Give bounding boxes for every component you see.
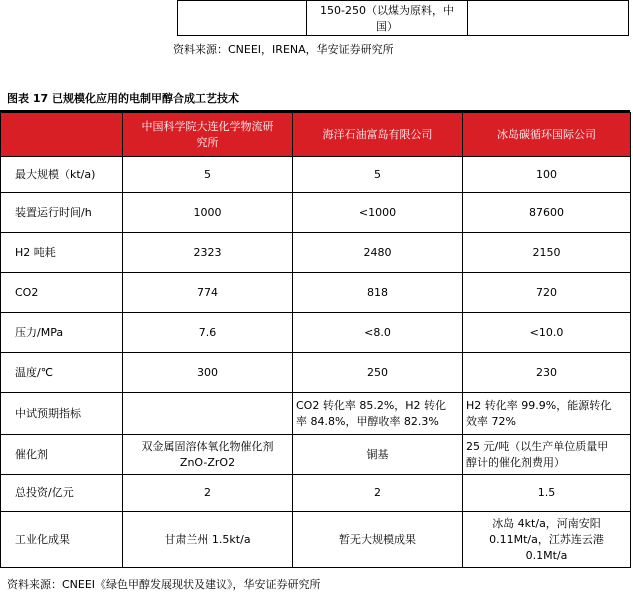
table-cell: 87600	[463, 193, 631, 233]
industrial-cri-line-3: 0.1Mt/a	[525, 548, 568, 562]
top-table-cell-empty-2	[468, 1, 629, 36]
row-label: 中试预期指标	[1, 393, 123, 435]
catalyst-dicp-line-2: ZnO-ZrO2	[179, 455, 236, 469]
row-label: 压力/MPa	[1, 313, 123, 353]
header-dicp-line-1: 中国科学院大连化学物流研	[141, 119, 274, 133]
table-cell: 1000	[123, 193, 293, 233]
top-cell-line-1: 150-250（以煤为原料，中	[320, 4, 454, 17]
header-cell-empty	[1, 113, 123, 157]
methanol-tech-table	[0, 112, 631, 568]
table-cell: <8.0	[293, 313, 463, 353]
top-table-cell-empty-1	[178, 1, 307, 36]
table-cell: 5	[293, 157, 463, 193]
row-label: 工业化成果	[1, 512, 123, 568]
pilot-cnooc-line-1: CO2 转化率 85.2%，H2 转化	[296, 398, 447, 412]
row-label: CO2	[1, 273, 123, 313]
table-row	[1, 273, 631, 313]
table-cell: 2	[123, 475, 293, 512]
table-cell: 1.5	[463, 475, 631, 512]
table-cell: 2323	[123, 233, 293, 273]
header-dicp	[123, 113, 293, 157]
row-label: 最大规模（kt/a)	[1, 157, 123, 193]
catalyst-cri-line-1: 25 元/吨（以生产单位质量甲	[466, 439, 609, 453]
table-row-industrial	[1, 512, 631, 568]
header-row	[1, 113, 631, 157]
table-cell: 720	[463, 273, 631, 313]
table-cell: <1000	[293, 193, 463, 233]
table-row	[1, 233, 631, 273]
table-row	[1, 313, 631, 353]
pilot-cri-line-1: H2 转化率 99.9%，能源转化	[466, 398, 612, 412]
table-row	[1, 157, 631, 193]
table-cell: 774	[123, 273, 293, 313]
table-cell	[123, 393, 293, 435]
industrial-cri-line-1: 冰岛 4kt/a，河南安阳	[492, 516, 601, 530]
header-dicp-line-2: 究所	[196, 135, 219, 149]
table-cell: 2480	[293, 233, 463, 273]
catalyst-cri-line-2: 醇计的催化剂费用）	[466, 455, 565, 469]
table-cell: 818	[293, 273, 463, 313]
row-label: H2 吨耗	[1, 233, 123, 273]
header-cri: 冰岛碳循环国际公司	[463, 113, 631, 157]
table-cell: 230	[463, 353, 631, 393]
top-source-note: 资料来源：CNEEI，IRENA，华安证券研究所	[173, 43, 394, 56]
table-cell: 300	[123, 353, 293, 393]
table-cell: 暂无大规模成果	[293, 512, 463, 568]
top-table-fragment	[177, 0, 629, 36]
table-cell: 2150	[463, 233, 631, 273]
table-cell: 100	[463, 157, 631, 193]
table-cell: 5	[123, 157, 293, 193]
row-label: 温度/℃	[1, 353, 123, 393]
figure-title: 图表 17 已规模化应用的电制甲醇合成工艺技术	[7, 92, 239, 105]
table-cell: <10.0	[463, 313, 631, 353]
pilot-cnooc-line-2: 率 84.8%，甲醇收率 82.3%	[296, 414, 439, 428]
table-cell: 铜基	[293, 435, 463, 475]
table-row-investment	[1, 475, 631, 512]
table-row	[1, 193, 631, 233]
table-row-pilot	[1, 393, 631, 435]
table-cell-catalyst-dicp	[123, 435, 293, 475]
table-cell-pilot-cri	[463, 393, 631, 435]
row-label: 总投资/亿元	[1, 475, 123, 512]
table-cell: 甘肃兰州 1.5kt/a	[123, 512, 293, 568]
table-cell-pilot-cnooc	[293, 393, 463, 435]
table-cell-industrial-cri	[463, 512, 631, 568]
table-row	[1, 353, 631, 393]
row-label: 催化剂	[1, 435, 123, 475]
industrial-cri-line-2: 0.11Mt/a，江苏连云港	[489, 532, 604, 546]
header-cnooc-fudao: 海洋石油富岛有限公司	[293, 113, 463, 157]
table-cell: 7.6	[123, 313, 293, 353]
top-cell-line-2: 国）	[376, 20, 398, 33]
table-cell: 2	[293, 475, 463, 512]
table-cell-catalyst-cri	[463, 435, 631, 475]
top-table-cell-value	[307, 1, 468, 36]
row-label: 装置运行时间/h	[1, 193, 123, 233]
table-cell: 250	[293, 353, 463, 393]
bottom-source-note: 资料来源：CNEEI《绿色甲醇发展现状及建议》，华安证券研究所	[7, 578, 321, 591]
table-row-catalyst	[1, 435, 631, 475]
pilot-cri-line-2: 效率 72%	[466, 414, 516, 428]
catalyst-dicp-line-1: 双金属固溶体氧化物催化剂	[141, 439, 274, 453]
